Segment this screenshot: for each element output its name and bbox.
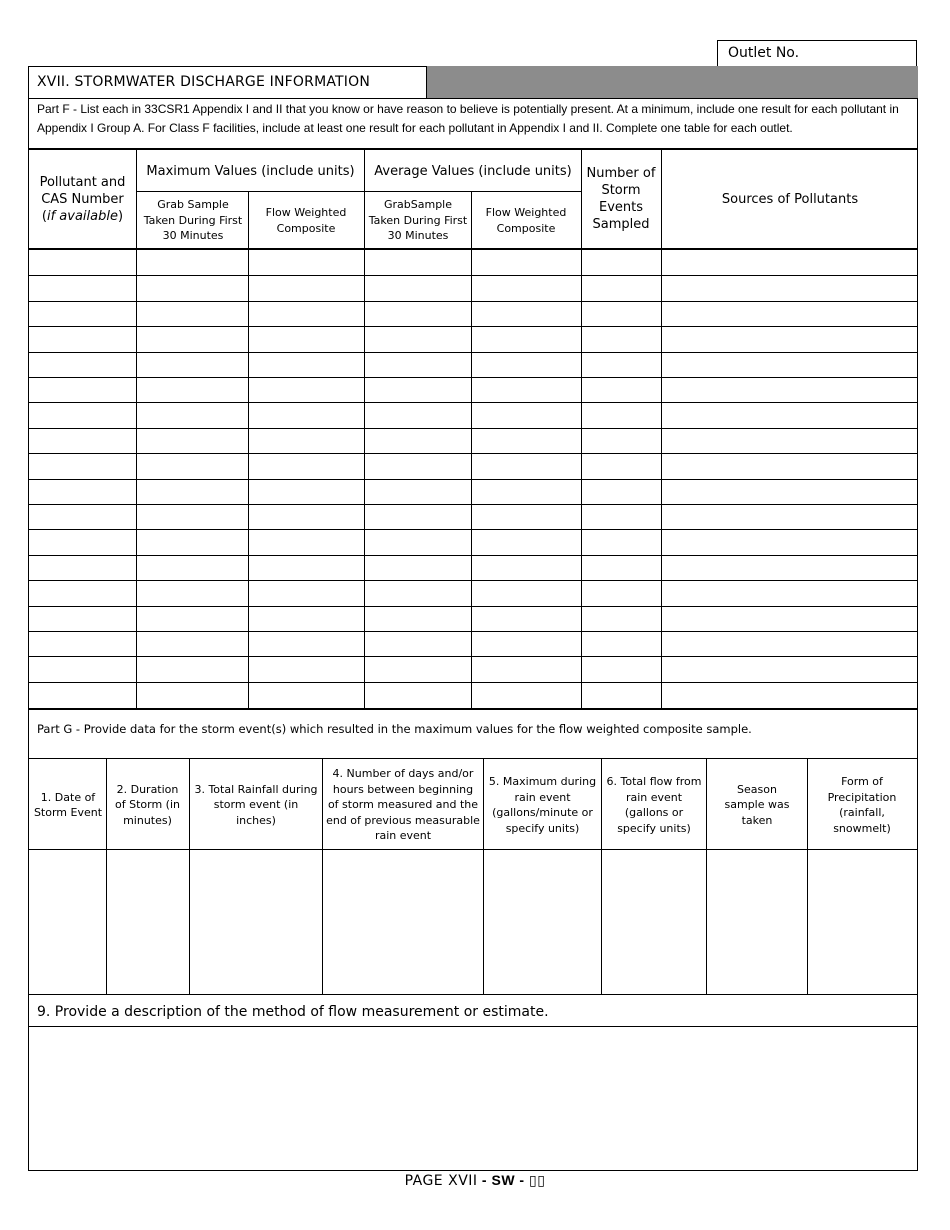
pollutant-cell[interactable] xyxy=(29,276,136,299)
avg-flow-cell[interactable] xyxy=(472,607,581,630)
header-date-of-storm: 1. Date of Storm Event xyxy=(33,790,103,819)
num-events-cell[interactable] xyxy=(582,505,661,528)
divider xyxy=(28,428,918,429)
avg-flow-cell[interactable] xyxy=(472,683,581,706)
max-grab-cell[interactable] xyxy=(137,454,248,477)
max-grab-cell[interactable] xyxy=(137,251,248,274)
sources-cell[interactable] xyxy=(662,657,917,680)
max-grab-cell[interactable] xyxy=(137,607,248,630)
pollutant-cell[interactable] xyxy=(29,302,136,325)
max-flow-cell[interactable] xyxy=(249,454,364,477)
num-events-cell[interactable] xyxy=(582,530,661,553)
page-footer xyxy=(0,1172,950,1189)
header-duration: 2. Duration of Storm (in minutes) xyxy=(115,782,180,827)
max-grab-cell[interactable] xyxy=(137,429,248,452)
pollutant-cell[interactable] xyxy=(29,581,136,604)
avg-flow-cell[interactable] xyxy=(472,327,581,350)
header-avg-grab: GrabSample Taken During First 30 Minutes xyxy=(368,198,468,243)
avg-flow-cell[interactable] xyxy=(472,251,581,274)
days-between-input[interactable] xyxy=(324,851,482,994)
divider xyxy=(364,149,365,708)
header-max-flow: Flow Weighted Composite xyxy=(265,206,347,235)
header-pollutant xyxy=(29,150,136,248)
divider xyxy=(483,759,484,995)
num-events-cell[interactable] xyxy=(582,480,661,503)
num-events-cell[interactable] xyxy=(582,429,661,452)
divider xyxy=(601,759,602,995)
avg-grab-cell[interactable] xyxy=(365,327,471,350)
num-events-cell[interactable] xyxy=(582,683,661,706)
divider xyxy=(189,759,190,995)
divider xyxy=(28,758,918,759)
header-pollutant-line2: CAS Number xyxy=(41,191,124,207)
max-flow-cell[interactable] xyxy=(249,657,364,680)
header-total-flow: 6. Total flow from rain event (gallons or specify units) xyxy=(606,775,702,835)
avg-flow-cell[interactable] xyxy=(472,657,581,680)
divider xyxy=(581,149,582,708)
divider xyxy=(28,580,918,581)
avg-flow-cell[interactable] xyxy=(472,480,581,503)
num-events-cell[interactable] xyxy=(582,632,661,655)
avg-flow-cell[interactable] xyxy=(472,581,581,604)
divider xyxy=(661,149,662,708)
title-shaded-bar xyxy=(427,66,918,99)
num-events-cell[interactable] xyxy=(582,657,661,680)
max-flow-cell[interactable] xyxy=(249,378,364,401)
max-grab-cell[interactable] xyxy=(137,556,248,579)
divider xyxy=(28,1026,918,1027)
season-input[interactable] xyxy=(708,851,806,994)
num-events-cell[interactable] xyxy=(582,302,661,325)
max-grab-cell[interactable] xyxy=(137,683,248,706)
divider xyxy=(28,479,918,480)
avg-grab-cell[interactable] xyxy=(365,556,471,579)
max-grab-cell[interactable] xyxy=(137,632,248,655)
avg-flow-cell[interactable] xyxy=(472,378,581,401)
max-flow-cell[interactable] xyxy=(249,480,364,503)
max-grab-cell[interactable] xyxy=(137,480,248,503)
footer-page-number: ▯▯ xyxy=(529,1173,546,1189)
pollutant-cell[interactable] xyxy=(29,607,136,630)
avg-flow-cell[interactable] xyxy=(472,276,581,299)
max-flow-cell[interactable] xyxy=(249,327,364,350)
pollutant-cell[interactable] xyxy=(29,632,136,655)
footer-page-prefix: PAGE XVII xyxy=(404,1173,478,1189)
num-events-cell[interactable] xyxy=(582,378,661,401)
max-flow-cell[interactable] xyxy=(249,505,364,528)
avg-grab-cell[interactable] xyxy=(365,607,471,630)
divider xyxy=(28,98,918,99)
sources-cell[interactable] xyxy=(662,403,917,426)
max-flow-cell[interactable] xyxy=(249,530,364,553)
num-events-cell[interactable] xyxy=(582,353,661,376)
header-sources: Sources of Pollutants xyxy=(721,191,859,207)
num-events-cell[interactable] xyxy=(582,403,661,426)
divider xyxy=(28,301,918,302)
divider xyxy=(28,656,918,657)
divider xyxy=(807,759,808,995)
sources-cell[interactable] xyxy=(662,378,917,401)
pollutant-cell[interactable] xyxy=(29,657,136,680)
num-events-cell[interactable] xyxy=(582,251,661,274)
question-9-label: 9. Provide a description of the method of flow measurement or estimate. xyxy=(37,1004,549,1020)
divider xyxy=(28,402,918,403)
pollutant-cell[interactable] xyxy=(29,556,136,579)
avg-grab-cell[interactable] xyxy=(365,683,471,706)
avg-grab-cell[interactable] xyxy=(365,353,471,376)
sources-cell[interactable] xyxy=(662,581,917,604)
pollutant-cell[interactable] xyxy=(29,530,136,553)
avg-flow-cell[interactable] xyxy=(472,454,581,477)
max-grab-cell[interactable] xyxy=(137,581,248,604)
header-pollutant-line1: Pollutant and xyxy=(39,174,126,190)
flow-measurement-description-input[interactable] xyxy=(30,1028,917,1170)
avg-grab-cell[interactable] xyxy=(365,581,471,604)
avg-flow-cell[interactable] xyxy=(472,632,581,655)
divider xyxy=(28,555,918,556)
max-flow-cell[interactable] xyxy=(249,581,364,604)
pollutant-cell[interactable] xyxy=(29,505,136,528)
max-grab-cell[interactable] xyxy=(137,276,248,299)
max-flow-cell[interactable] xyxy=(249,403,364,426)
avg-grab-cell[interactable] xyxy=(365,480,471,503)
pollutant-cell[interactable] xyxy=(29,378,136,401)
divider xyxy=(136,149,137,708)
max-flow-cell[interactable] xyxy=(249,276,364,299)
precipitation-form-input[interactable] xyxy=(809,851,917,994)
if-available-text: if available xyxy=(46,208,118,224)
header-num-events: Number of Storm Events Sampled xyxy=(586,166,656,232)
divider xyxy=(28,529,918,530)
sources-cell[interactable] xyxy=(662,454,917,477)
divider xyxy=(28,682,918,683)
total-rainfall-input[interactable] xyxy=(191,851,321,994)
max-grab-cell[interactable] xyxy=(137,657,248,680)
max-grab-cell[interactable] xyxy=(137,530,248,553)
avg-grab-cell[interactable] xyxy=(365,251,471,274)
pollutant-cell[interactable] xyxy=(29,683,136,706)
header-season: Season sample was taken xyxy=(724,782,790,827)
max-flow-cell[interactable] xyxy=(249,251,364,274)
avg-grab-cell[interactable] xyxy=(365,505,471,528)
header-avg-values: Average Values (include units) xyxy=(374,163,572,179)
part-f-instructions: Part F - List each in 33CSR1 Appendix I and II that you know or have reason to believe is potentially present. At a minimum, include one result for each pollutant in Appendix I Group A. For Class F facilities, include at least one result for each pollutant in Appendix I and II. Complete one table for each outlet. xyxy=(37,102,899,135)
sources-cell[interactable] xyxy=(662,353,917,376)
divider xyxy=(706,759,707,995)
header-avg-flow: Flow Weighted Composite xyxy=(485,206,567,235)
max-flow-cell[interactable] xyxy=(249,632,364,655)
sources-cell[interactable] xyxy=(662,530,917,553)
divider xyxy=(28,275,918,276)
num-events-cell[interactable] xyxy=(582,607,661,630)
avg-grab-cell[interactable] xyxy=(365,657,471,680)
avg-grab-cell[interactable] xyxy=(365,429,471,452)
sources-cell[interactable] xyxy=(662,632,917,655)
max-grab-cell[interactable] xyxy=(137,353,248,376)
duration-input[interactable] xyxy=(108,851,188,994)
outlet-number-field[interactable] xyxy=(717,40,917,67)
max-flow-cell[interactable] xyxy=(249,607,364,630)
max-flow-cell[interactable] xyxy=(249,683,364,706)
avg-grab-cell[interactable] xyxy=(365,403,471,426)
max-grab-cell[interactable] xyxy=(137,327,248,350)
header-precipitation-form: Form of Precipitation (rainfall, snowmelt) xyxy=(827,775,897,835)
sources-cell[interactable] xyxy=(662,429,917,452)
sources-cell[interactable] xyxy=(662,556,917,579)
date-of-storm-input[interactable] xyxy=(30,851,105,994)
max-grab-cell[interactable] xyxy=(137,505,248,528)
sources-cell[interactable] xyxy=(662,302,917,325)
divider xyxy=(28,326,918,327)
divider xyxy=(471,191,472,708)
pollutant-cell[interactable] xyxy=(29,353,136,376)
divider xyxy=(28,377,918,378)
avg-flow-cell[interactable] xyxy=(472,530,581,553)
total-flow-input[interactable] xyxy=(603,851,705,994)
header-maximum-flow-rate: 5. Maximum during rain event (gallons/minute or specify units) xyxy=(488,775,597,835)
num-events-cell[interactable] xyxy=(582,276,661,299)
avg-grab-cell[interactable] xyxy=(365,530,471,553)
pollutant-cell[interactable] xyxy=(29,327,136,350)
sources-cell[interactable] xyxy=(662,276,917,299)
avg-grab-cell[interactable] xyxy=(365,302,471,325)
header-max-values: Maximum Values (include units) xyxy=(146,163,355,179)
footer-sw: SW xyxy=(491,1172,516,1188)
divider xyxy=(28,994,918,995)
max-grab-cell[interactable] xyxy=(137,403,248,426)
max-flow-cell[interactable] xyxy=(249,353,364,376)
footer-separator: - xyxy=(477,1172,492,1188)
avg-flow-cell[interactable] xyxy=(472,429,581,452)
pollutant-cell[interactable] xyxy=(29,429,136,452)
sources-cell[interactable] xyxy=(662,480,917,503)
num-events-cell[interactable] xyxy=(582,581,661,604)
sources-cell[interactable] xyxy=(662,251,917,274)
sources-cell[interactable] xyxy=(662,607,917,630)
footer-separator: - xyxy=(515,1172,529,1188)
max-flow-cell[interactable] xyxy=(249,429,364,452)
divider xyxy=(28,352,918,353)
divider xyxy=(28,606,918,607)
divider xyxy=(28,504,918,505)
max-grab-cell[interactable] xyxy=(137,378,248,401)
avg-flow-cell[interactable] xyxy=(472,353,581,376)
pollutant-cell[interactable] xyxy=(29,251,136,274)
header-days-between: 4. Number of days and/or hours between beginning of storm measured and the end of previous measurable rain event xyxy=(326,767,480,843)
maximum-flow-rate-input[interactable] xyxy=(485,851,600,994)
avg-grab-cell[interactable] xyxy=(365,632,471,655)
section-title: XVII. STORMWATER DISCHARGE INFORMATION xyxy=(28,66,427,99)
divider xyxy=(28,453,918,454)
outlet-label: Outlet No. xyxy=(728,45,800,61)
avg-flow-cell[interactable] xyxy=(472,302,581,325)
header-pollutant-line3: (if available) xyxy=(41,208,124,224)
part-g-instructions: Part G - Provide data for the storm event(s) which resulted in the maximum values for the flow weighted composite sample. xyxy=(37,722,752,736)
num-events-cell[interactable] xyxy=(582,327,661,350)
num-events-cell[interactable] xyxy=(582,556,661,579)
header-max-grab: Grab Sample Taken During First 30 Minutes xyxy=(143,198,243,243)
num-events-cell[interactable] xyxy=(582,454,661,477)
pollutant-cell[interactable] xyxy=(29,480,136,503)
max-flow-cell[interactable] xyxy=(249,556,364,579)
avg-flow-cell[interactable] xyxy=(472,505,581,528)
divider xyxy=(322,759,323,995)
divider xyxy=(106,759,107,995)
header-total-rainfall: 3. Total Rainfall during storm event (in inches) xyxy=(194,782,318,827)
pollutant-cell[interactable] xyxy=(29,454,136,477)
avg-flow-cell[interactable] xyxy=(472,556,581,579)
divider xyxy=(28,849,918,850)
max-flow-cell[interactable] xyxy=(249,302,364,325)
sources-cell[interactable] xyxy=(662,327,917,350)
avg-grab-cell[interactable] xyxy=(365,454,471,477)
divider xyxy=(248,191,249,708)
pollutant-cell[interactable] xyxy=(29,403,136,426)
sources-cell[interactable] xyxy=(662,505,917,528)
max-grab-cell[interactable] xyxy=(137,302,248,325)
avg-grab-cell[interactable] xyxy=(365,378,471,401)
sources-cell[interactable] xyxy=(662,683,917,706)
avg-flow-cell[interactable] xyxy=(472,403,581,426)
divider xyxy=(28,631,918,632)
avg-grab-cell[interactable] xyxy=(365,276,471,299)
divider xyxy=(28,708,918,710)
